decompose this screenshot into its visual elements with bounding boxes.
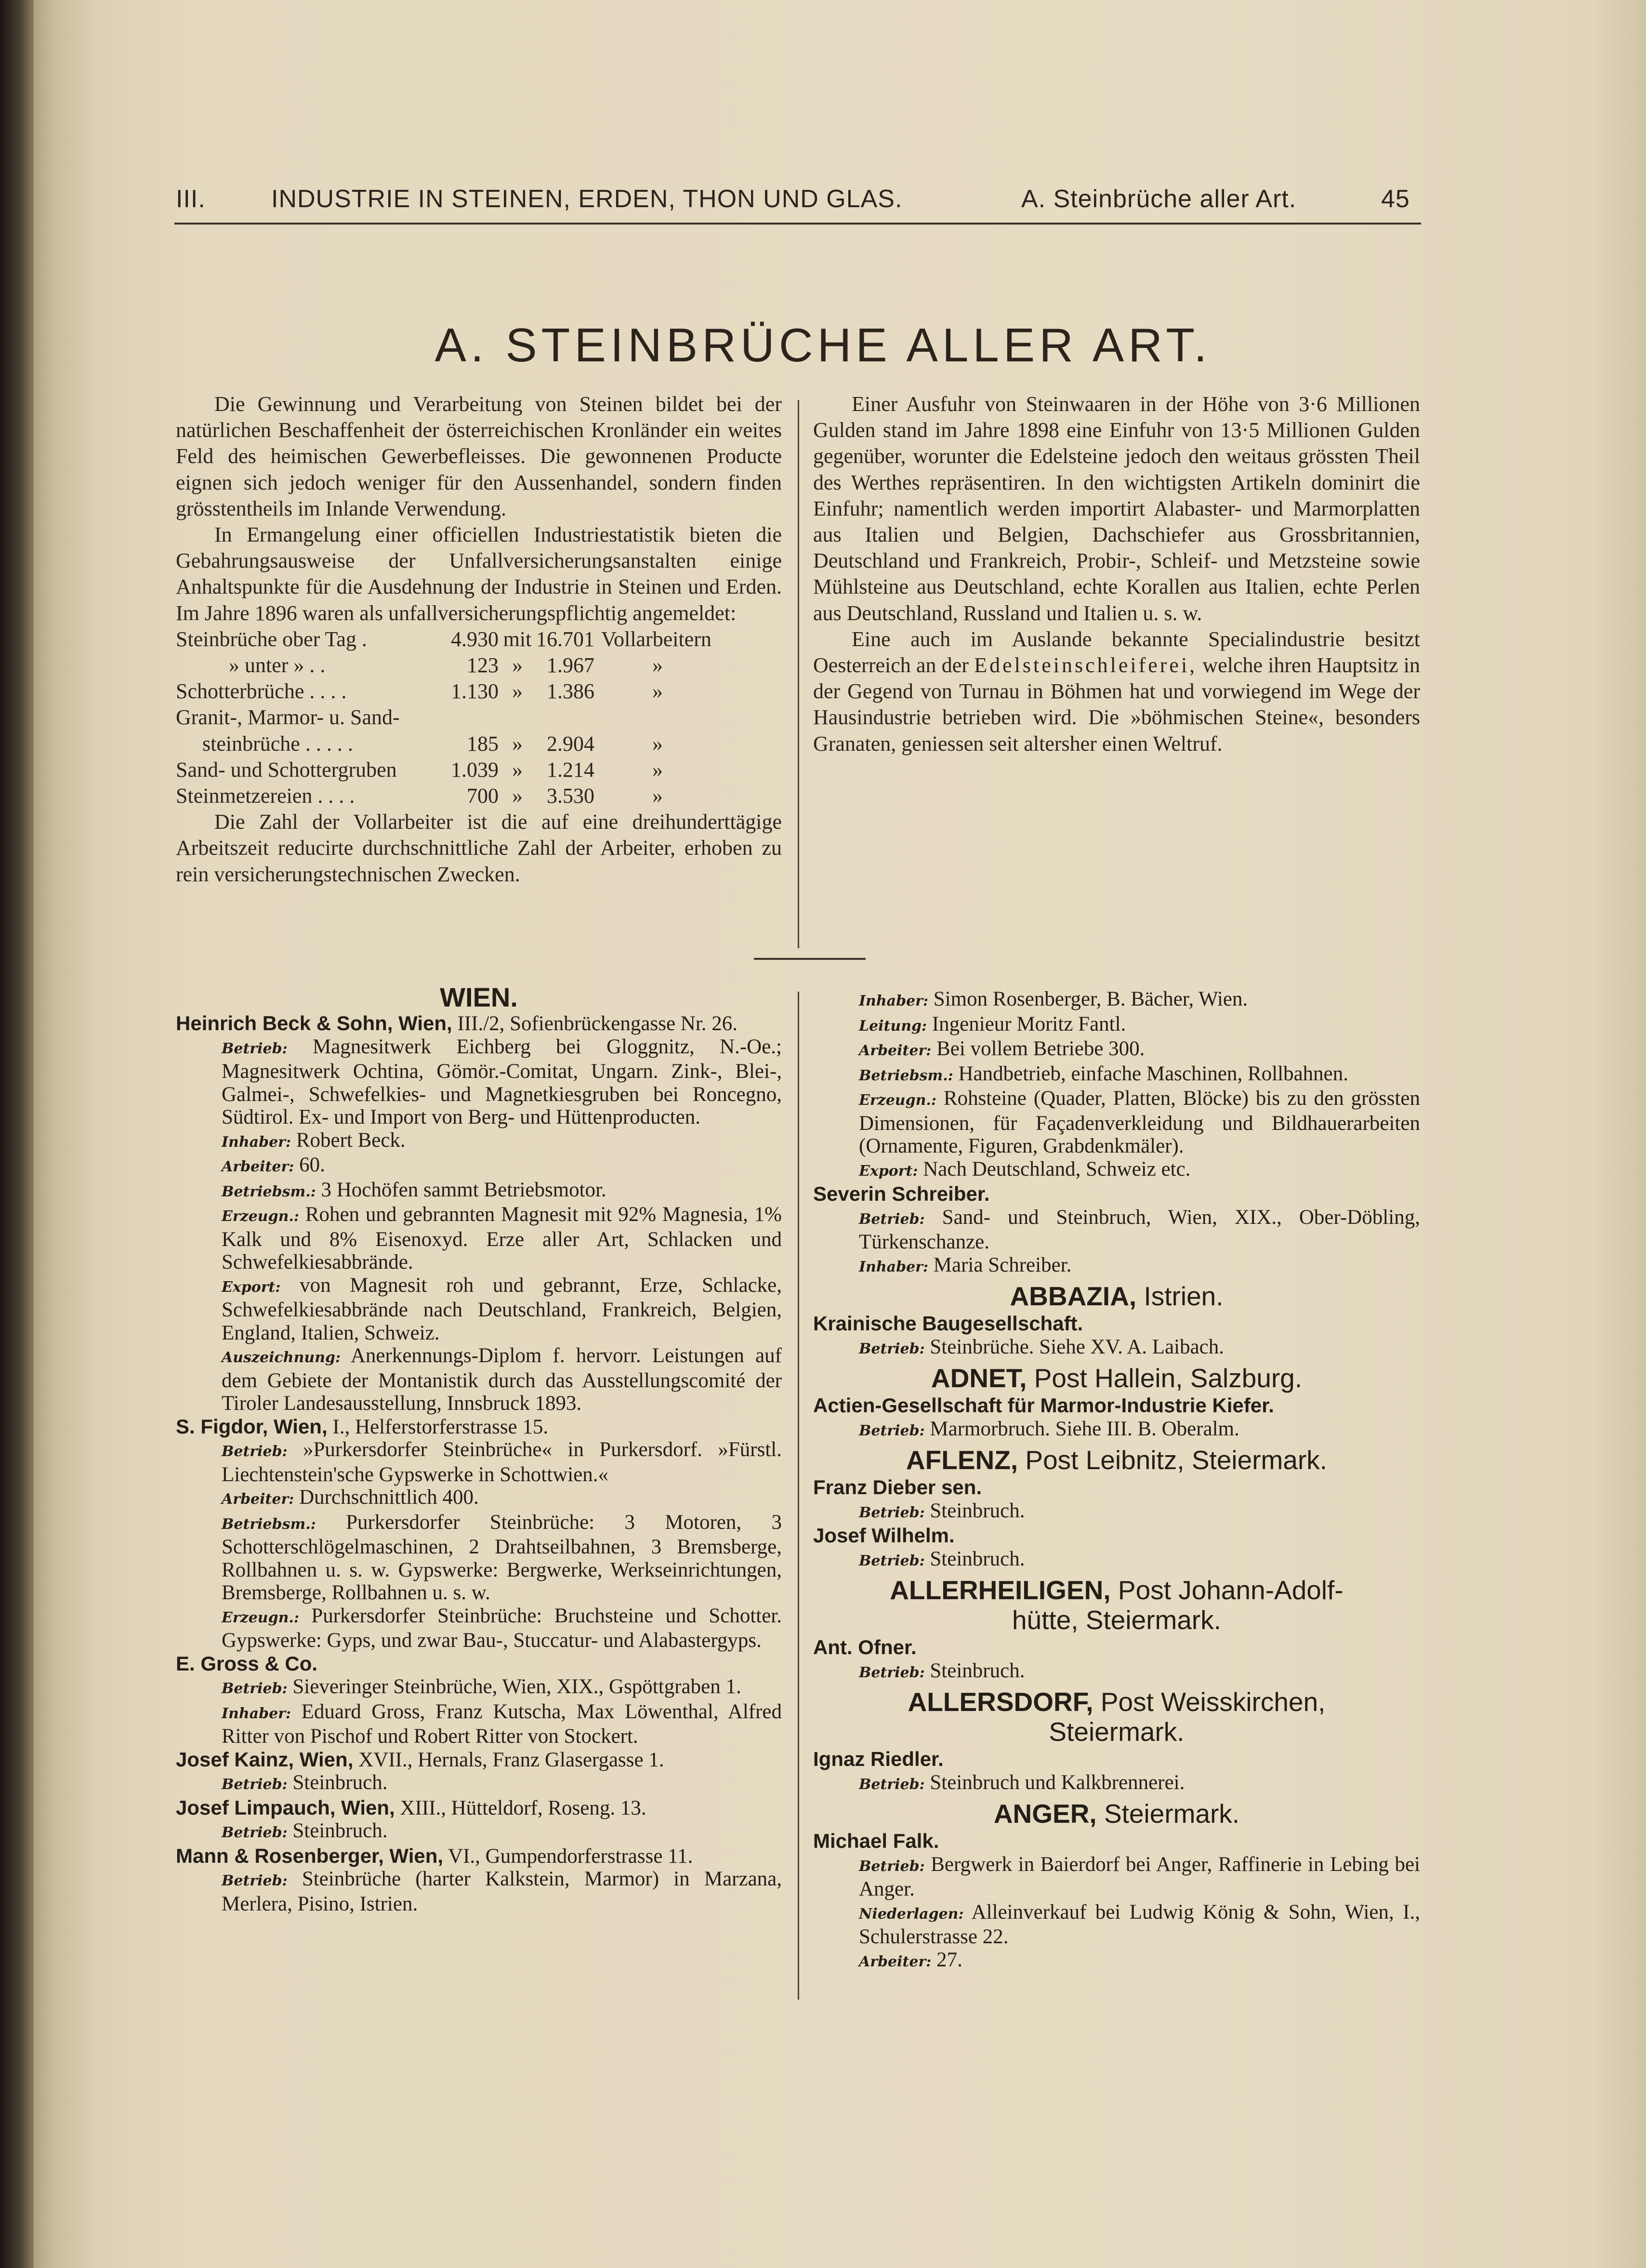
detail-text: 3 Hochöfen sammt Betriebsmotor. [321, 1178, 606, 1201]
stat-mit: mit [503, 627, 532, 651]
city-region: Istrien. [1144, 1281, 1224, 1311]
firm-name: Franz Dieber sen. [813, 1476, 982, 1499]
detail-text: Durchschnittlich 400. [299, 1486, 479, 1509]
page-heading: A. STEINBRÜCHE ALLER ART. [435, 318, 1211, 371]
header-rule [174, 223, 1421, 225]
firm-address: XVII., Hernals, Franz Glasergasse 1. [358, 1748, 664, 1771]
detail-text: Ingenieur Moritz Fantl. [932, 1012, 1126, 1035]
stat-mit: » [512, 784, 523, 808]
intro-paragraph-2: In Ermangelung einer officiellen Industriestatistik bieten die Gebahrungsausweise der Unfallversicherungsanstalten einige Anhaltspunkte für die Ausdehnung der Industrie in Steinen und Erden. Im Jahre 1896 waren als unfallversicherungspflichtig angemeldet: [176, 523, 782, 625]
detail-text: Steinbruch und Kalkbrennerei. [930, 1771, 1185, 1794]
entry-schreiber [813, 1182, 1420, 1206]
entry-detail [176, 1868, 782, 1915]
stat-row [176, 652, 711, 678]
entry-detail [813, 1418, 1420, 1443]
label-erzeugn: Erzeugn.: [859, 1092, 936, 1109]
detail-text: Rohsteine (Quader, Platten, Blöcke) bis zu den grössten Dimensionen, für Façadenverkleidung und Bildhauerarbeiten (Ornamente, Figuren, Grabdenkmäler). [859, 1087, 1420, 1157]
entry-detail [813, 1901, 1420, 1949]
city-region: Post Weisskirchen, [1100, 1687, 1326, 1717]
entry-kainz [176, 1748, 782, 1772]
stat-firms: 1.039 [451, 757, 499, 782]
detail-text: Nach Deutschland, Schweiz etc. [923, 1157, 1191, 1180]
detail-text: Marmorbruch. Siehe III. B. Oberalm. [930, 1417, 1239, 1440]
city-region: Steiermark. [1049, 1717, 1185, 1747]
entry-wilhelm [813, 1524, 1420, 1548]
entry-beck [176, 1012, 782, 1035]
detail-text: 27. [936, 1948, 962, 1971]
stat-row [176, 626, 711, 652]
stat-firms: 185 [467, 731, 499, 756]
firm-name: Heinrich Beck & Sohn, Wien, [176, 1012, 452, 1035]
firm-address: III./2, Sofienbrückengasse Nr. 26. [457, 1012, 738, 1035]
p5-text-a: Eine auch im Auslande bekannte Specialindustrie besitzt Oesterreich an der [813, 627, 1420, 677]
stat-mit: » [512, 653, 523, 677]
firm-name: Mann & Rosenberger, Wien, [176, 1844, 444, 1867]
label-inhaber: Inhaber: [222, 1133, 291, 1151]
entry-detail [176, 1771, 782, 1796]
label-betrieb: Betrieb: [222, 1680, 288, 1697]
stat-unit: » [652, 784, 663, 808]
stat-firms: 1.130 [451, 679, 499, 703]
entry-mann [176, 1844, 782, 1868]
header-title: INDUSTRIE IN STEINEN, ERDEN, THON UND GLAS. [271, 185, 903, 213]
detail-text: Robert Beck. [296, 1128, 406, 1152]
firm-address: VI., Gumpendorferstrasse 11. [448, 1844, 693, 1868]
entry-detail [813, 988, 1420, 1013]
city-name: ABBAZIA, [1010, 1281, 1137, 1311]
entry-kiefer [813, 1394, 1420, 1418]
column-rule-lower [798, 992, 799, 2000]
firm-name: E. Gross & Co. [176, 1652, 318, 1675]
entry-detail [176, 1700, 782, 1748]
stat-workers: 1.967 [547, 653, 594, 677]
header-chapter: III. [176, 185, 206, 213]
detail-text: Handbetrieb, einfache Maschinen, Rollbahnen. [958, 1062, 1349, 1085]
section-separator [754, 958, 866, 960]
stat-mit: » [512, 757, 523, 782]
label-arbeiter: Arbeiter: [222, 1158, 294, 1175]
entry-detail [176, 1129, 782, 1154]
entry-detail [176, 1203, 782, 1274]
directory-right-column [813, 988, 1420, 1973]
label-betrieb: Betrieb: [859, 1340, 925, 1357]
entry-krain [813, 1312, 1420, 1336]
stat-unit: » [652, 679, 663, 703]
intro-left-column [176, 391, 782, 888]
firm-name: Josef Wilhelm. [813, 1524, 955, 1547]
detail-text: Steinbruch. [930, 1659, 1025, 1682]
entry-riedler [813, 1748, 1420, 1771]
detail-text: Sieveringer Steinbrüche, Wien, XIX., Gspöttgraben 1. [292, 1675, 741, 1698]
stat-row [176, 704, 711, 730]
city-heading-wien: WIEN. [440, 982, 518, 1012]
label-erzeugn: Erzeugn.: [222, 1609, 299, 1626]
stat-label: Sand- und Schottergruben [176, 757, 397, 782]
stat-workers: 1.214 [547, 757, 594, 782]
entry-figdor [176, 1415, 782, 1439]
detail-text: Sand- und Steinbruch, Wien, XIX., Ober-Döbling, Türkenschanze. [859, 1206, 1420, 1253]
running-header [176, 185, 1420, 223]
page-number: 45 [1381, 185, 1410, 213]
stat-label: Steinbrüche ober Tag [176, 627, 356, 651]
stat-dots: . . [304, 653, 326, 677]
entry-detail [813, 1062, 1420, 1088]
stat-workers: 2.904 [547, 731, 594, 756]
entry-detail [176, 1605, 782, 1652]
firm-name: Krainische Baugesellschaft. [813, 1312, 1083, 1335]
label-betriebsm: Betriebsm.: [222, 1515, 316, 1533]
intro-right-column [813, 391, 1420, 757]
header-section: A. Steinbrüche aller Art. [1021, 185, 1297, 213]
detail-text: Purkersdorfer Steinbrüche: Bruchsteine und Schotter. Gypswerke: Gyps, und zwar Bau-, Stuccatur- und Alabastergyps. [222, 1604, 782, 1652]
stat-dots: . . . . [304, 679, 347, 703]
stat-dots: . [356, 627, 367, 651]
city-region: Post Leibnitz, Steiermark. [1025, 1445, 1328, 1475]
stat-label: Steinmetzereien [176, 784, 313, 808]
detail-text: Simon Rosenberger, B. Bächer, Wien. [933, 988, 1248, 1010]
city-region: Steiermark. [1104, 1799, 1240, 1829]
detail-text: Steinbruch. [930, 1547, 1025, 1570]
firm-name: Ignaz Riedler. [813, 1748, 944, 1770]
stat-row [176, 678, 711, 704]
city-heading-allersdorf [813, 1687, 1420, 1747]
detail-text: Steinbrüche (harter Kalkstein, Marmor) in Marzana, Merlera, Pisino, Istrien. [222, 1868, 782, 1915]
statistics-table [176, 626, 711, 809]
entry-dieber [813, 1476, 1420, 1499]
label-betrieb: Betrieb: [859, 1776, 925, 1793]
detail-text: Magnesitwerk Eichberg bei Gloggnitz, N.-Oe.; Magnesitwerk Ochtina, Gömör.-Comitat, Ungarn. Zink-, Blei-, Galmei-, Schwefelkies- und Magnetkiesgruben bei Roncegno, Südtirol. Ex- und Import von Berg- und Hüttenproducten. [222, 1035, 782, 1128]
city-region: Post Johann-Adolf- [1118, 1575, 1343, 1605]
stat-firms: 4.930 [451, 627, 499, 651]
stat-unit: » [652, 731, 663, 756]
entry-falk [813, 1830, 1420, 1853]
intro-paragraph-4: Einer Ausfuhr von Steinwaaren in der Höhe von 3·6 Millionen Gulden stand im Jahre 1898 eine Einfuhr von 13·5 Millionen Gulden gegenüber, worunter die Edelsteine jedoch den weitaus grössten Theil des Werthes repräsentiren. In den wichtigsten Artikeln dominirt die Einfuhr; namentlich werden importirt Alabaster- und Marmorplatten aus Italien und Belgien, Dachschiefer aus Grossbritannien, Deutschland und Frankreich, Probir-, Schleif- und Metzsteine sowie Mühlsteine aus Deutschland, echte Korallen aus Italien, echte Perlen aus Deutschland, Russland und Italien u. s. w. [813, 392, 1420, 625]
entry-detail [176, 1511, 782, 1605]
city-name: AFLENZ, [906, 1445, 1018, 1475]
stat-label: Granit-, Marmor- u. Sand- [176, 705, 400, 729]
label-betrieb: Betrieb: [859, 1422, 925, 1439]
stat-mit: » [512, 731, 523, 756]
label-betrieb: Betrieb: [222, 1443, 288, 1460]
entry-detail [813, 1853, 1420, 1901]
city-heading-anger [813, 1799, 1420, 1829]
stat-unit: Vollarbeitern [601, 627, 711, 651]
detail-text: Steinbruch. [292, 1771, 388, 1794]
p5-text-b: welche ihren Hauptsitz in der Gegend von Turnau in Böhmen hat und vorwiegend im Wege der Hausindustrie betrieben wird. Die »böhmischen Steine«, besonders Granaten, geniessen seit altersher einen Weltruf. [813, 653, 1421, 756]
label-leitung: Leitung: [859, 1017, 927, 1035]
label-betrieb: Betrieb: [859, 1664, 925, 1681]
entry-detail [176, 1819, 782, 1844]
column-rule-upper [798, 400, 799, 948]
detail-text: Steinbruch. [292, 1819, 388, 1842]
label-betriebsm: Betriebsm.: [859, 1067, 953, 1084]
label-betrieb: Betrieb: [859, 1504, 925, 1521]
entry-detail [813, 1158, 1420, 1183]
city-heading-allerheiligen [813, 1575, 1420, 1635]
stat-row [176, 783, 711, 809]
entry-detail [176, 1344, 782, 1415]
label-inhaber: Inhaber: [222, 1705, 291, 1722]
city-name: ADNET, [931, 1363, 1027, 1393]
detail-text: 60. [299, 1154, 325, 1176]
stat-workers: 3.530 [547, 784, 594, 808]
entry-detail [813, 1206, 1420, 1254]
city-name: ANGER, [993, 1799, 1097, 1829]
stat-label: » unter » [229, 653, 304, 677]
firm-name: Ant. Ofner. [813, 1636, 917, 1658]
directory-left-column [176, 983, 782, 1915]
entry-detail [813, 1037, 1420, 1062]
stat-dots: . . . . [312, 784, 355, 808]
label-export: Export: [222, 1278, 281, 1296]
detail-text: Steinbruch. [930, 1499, 1025, 1522]
label-betrieb: Betrieb: [222, 1872, 288, 1889]
firm-name: Severin Schreiber. [813, 1182, 990, 1205]
entry-detail [813, 1771, 1420, 1796]
entry-gross [176, 1652, 782, 1676]
label-inhaber: Inhaber: [859, 993, 929, 1009]
entry-detail [176, 1274, 782, 1345]
detail-text: Steinbrüche. Siehe XV. A. Laibach. [930, 1335, 1225, 1358]
label-arbeiter: Arbeiter: [222, 1491, 294, 1508]
detail-text: Eduard Gross, Franz Kutscha, Max Löwenthal, Alfred Ritter von Pischof und Robert Ritter von Stockert. [222, 1700, 782, 1748]
p5-emphasis: Edelsteinschleiferei, [974, 653, 1198, 677]
intro-paragraph-1: Die Gewinnung und Verarbeitung von Steinen bildet bei der natürlichen Beschaffenheit der österreichischen Kronländer ein weites Feld des heimischen Gewerbefleisses. Die gewonnenen Producte eignen sich jedoch weniger für den Aussenhandel, sondern finden grösstentheils im Inlande Verwendung. [176, 392, 782, 520]
firm-address: XIII., Hütteldorf, Roseng. 13. [400, 1796, 646, 1819]
firm-name: Michael Falk. [813, 1830, 939, 1852]
label-betrieb: Betrieb: [859, 1552, 925, 1569]
label-erzeugn: Erzeugn.: [222, 1208, 299, 1225]
firm-name: Josef Limpauch, Wien, [176, 1796, 395, 1819]
detail-text: Bergwerk in Baierdorf bei Anger, Raffinerie in Lebing bei Anger. [859, 1853, 1421, 1900]
stat-label: steinbrüche [202, 731, 300, 756]
city-name: ALLERSDORF, [908, 1687, 1093, 1717]
stat-dots: . . . . . [300, 731, 353, 756]
entry-detail [176, 1179, 782, 1204]
entry-detail [813, 1087, 1420, 1158]
label-betrieb: Betrieb: [859, 1857, 925, 1875]
detail-text: Bei vollem Betriebe 300. [936, 1037, 1145, 1060]
firm-address: I., Helferstorferstrasse 15. [332, 1415, 549, 1438]
stat-row [176, 757, 711, 783]
intro-paragraph-3: Die Zahl der Vollarbeiter ist die auf eine dreihunderttägige Arbeitszeit reducirte durchschnittliche Zahl der Arbeiter, erhoben zu rein versicherungstechnischen Zwecken. [176, 810, 782, 886]
stat-mit: » [512, 679, 523, 703]
detail-text: von Magnesit roh und gebrannt, Erze, Schlacke, Schwefelkiesabbrände nach Deutschland, Frankreich, Belgien, England, Italien, Schweiz. [222, 1273, 782, 1344]
entry-detail [176, 1438, 782, 1486]
detail-text: Purkersdorfer Steinbrüche: 3 Motoren, 3 Schotterschlögelmaschinen, 2 Drahtseilbahnen, 3 Bremsberge, Rollbahnen u. s. w. Gypswerke: Bergwerke, Werkseinrichtungen, Bremsberge, Rollbahnen u. s. w. [222, 1511, 782, 1604]
firm-name: Josef Kainz, Wien, [176, 1748, 354, 1771]
city-heading-adnet [813, 1363, 1420, 1393]
city-name: ALLERHEILIGEN, [890, 1575, 1111, 1605]
stat-firms: 123 [467, 653, 499, 677]
firm-name: Actien-Gesellschaft für Marmor-Industrie Kiefer. [813, 1394, 1274, 1417]
entry-ofner [813, 1636, 1420, 1659]
entry-detail [813, 1254, 1420, 1279]
detail-text: »Purkersdorfer Steinbrüche« in Purkersdorf. »Fürstl. Liechtenstein'sche Gypswerke in Schottwien.« [222, 1438, 782, 1486]
label-export: Export: [859, 1162, 918, 1180]
firm-name: S. Figdor, Wien, [176, 1415, 328, 1438]
stat-workers: 16.701 [536, 627, 594, 651]
stat-unit: » [652, 653, 663, 677]
stat-label: Schotterbrüche [176, 679, 304, 703]
city-region: Post Hallein, Salzburg. [1034, 1363, 1303, 1393]
entry-detail [176, 1486, 782, 1511]
city-heading-aflenz [813, 1445, 1420, 1475]
label-inhaber: Inhaber: [859, 1258, 929, 1275]
entry-detail [176, 1154, 782, 1179]
detail-text: Rohen und gebrannten Magnesit mit 92% Magnesia, 1% Kalk und 8% Eisenoxyd. Erze aller Art, Schlacken und Schwefelkiesabbrände. [222, 1203, 782, 1273]
label-betriebsm: Betriebsm.: [222, 1183, 316, 1200]
detail-text: Anerkennungs-Diplom f. hervorr. Leistungen auf dem Gebiete der Montanistik durch das Ausstellungscomité der Tiroler Landesausstellung, Innsbruck 1893. [222, 1344, 782, 1415]
intro-paragraph-5 [813, 626, 1420, 757]
label-arbeiter: Arbeiter: [859, 1042, 932, 1059]
stat-firms: 700 [467, 784, 499, 808]
detail-text: Alleinverkauf bei Ludwig König & Sohn, Wien, I., Schulerstrasse 22. [859, 1900, 1420, 1948]
label-betrieb: Betrieb: [222, 1776, 288, 1793]
city-heading-abbazia [813, 1281, 1420, 1311]
entry-detail [813, 1499, 1420, 1525]
label-betrieb: Betrieb: [859, 1210, 925, 1228]
entry-limpauch [176, 1796, 782, 1820]
label-arbeiter: Arbeiter: [859, 1953, 932, 1970]
entry-detail [813, 1949, 1420, 1974]
label-betrieb: Betrieb: [222, 1040, 288, 1057]
entry-detail [813, 1336, 1420, 1361]
entry-detail [813, 1659, 1420, 1684]
label-auszeichnung: Auszeichnung: [222, 1349, 341, 1366]
entry-detail [176, 1035, 782, 1129]
stat-unit: » [652, 757, 663, 782]
label-niederlagen: Niederlagen: [859, 1905, 964, 1923]
label-betrieb: Betrieb: [222, 1824, 288, 1841]
stat-workers: 1.386 [547, 679, 594, 703]
city-region: hütte, Steiermark. [1012, 1605, 1222, 1635]
entry-detail [813, 1013, 1420, 1038]
detail-text: Maria Schreiber. [933, 1253, 1072, 1276]
stat-row [176, 731, 711, 757]
entry-detail [813, 1548, 1420, 1573]
entry-detail [176, 1675, 782, 1700]
